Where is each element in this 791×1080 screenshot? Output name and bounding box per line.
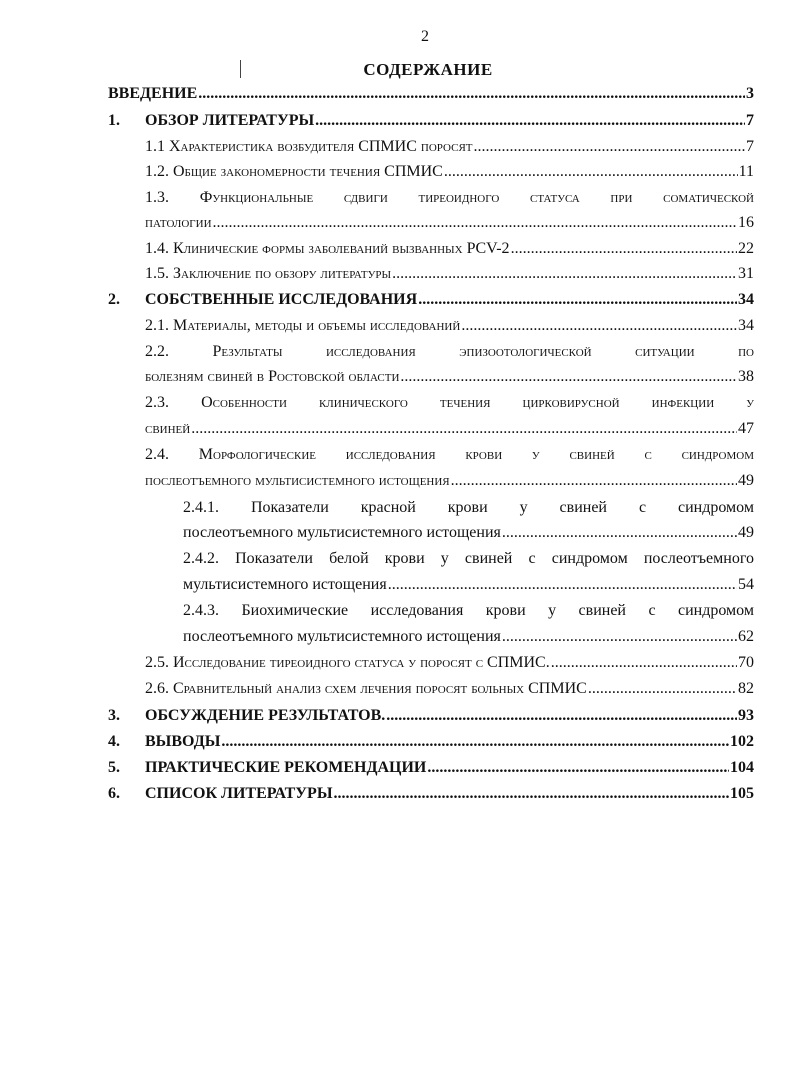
leader-dots [221, 730, 729, 754]
toc-label: послеотъемного мультисистемного истощения [145, 472, 450, 489]
section-number: 5. [108, 759, 120, 776]
section-number: 1. [108, 112, 120, 129]
page-number: 2 [421, 28, 429, 45]
toc-page: 16 [738, 214, 754, 231]
toc-label: мультисистемного истощения [183, 576, 387, 593]
toc-label: болезням свиней в Ростовской области [145, 368, 400, 385]
toc-entry-section-1[interactable] [145, 109, 754, 133]
toc-entry-2-4-2[interactable] [183, 573, 754, 597]
toc-page: 31 [738, 265, 754, 282]
toc-page: 105 [730, 785, 754, 802]
leader-dots [511, 237, 737, 261]
leader-dots [474, 135, 746, 159]
toc-entry-introduction[interactable] [108, 82, 754, 106]
toc-label: СПИСОК ЛИТЕРАТУРЫ [145, 785, 333, 802]
leader-dots [502, 625, 737, 649]
toc-page: 102 [730, 733, 754, 750]
toc-entry-2-1[interactable] [145, 314, 754, 338]
toc-label: свиней [145, 420, 191, 437]
leader-dots [388, 573, 737, 597]
section-number: 2. [108, 291, 120, 308]
toc-page: 49 [738, 524, 754, 541]
toc-entry-2-4-2-line1: 2.4.2. Показатели белой крови у свиней с синдромом послеотъемного [183, 550, 754, 567]
leader-dots [427, 756, 729, 780]
toc-page: 62 [738, 628, 754, 645]
leader-dots [418, 288, 737, 312]
leader-dots [191, 417, 737, 441]
leader-dots [198, 82, 745, 106]
toc-entry-2-4-line1: 2.4. Морфологические исследования крови у свиней с синдромом [145, 446, 754, 463]
toc-page: 3 [746, 85, 754, 102]
toc-label: ВЫВОДЫ [145, 733, 221, 750]
leader-dots [386, 704, 737, 728]
toc-label: 1.5. Заключение по обзору литературы [145, 265, 392, 282]
toc-entry-section-6[interactable] [145, 782, 754, 806]
leader-dots [444, 160, 738, 184]
toc-page: 47 [738, 420, 754, 437]
leader-dots [502, 521, 737, 545]
toc-entry-2-4-3-line1: 2.4.3. Биохимические исследования крови у свиней с синдромом [183, 602, 754, 619]
toc-page: 54 [738, 576, 754, 593]
toc-entry-2-4-1[interactable] [183, 521, 754, 545]
toc-label: 1.1 Характеристика возбудителя СПМИС поросят [145, 138, 473, 155]
toc-page: 93 [738, 707, 754, 724]
toc-label: ВВЕДЕНИЕ [108, 85, 198, 102]
toc-label: 2.1. Материалы, методы и объемы исследований [145, 317, 461, 334]
section-number: 4. [108, 733, 120, 750]
toc-label: 1.4. Клинические формы заболеваний вызванных PCV-2 [145, 240, 510, 257]
leader-dots [588, 677, 737, 701]
toc-entry-2-3[interactable] [145, 417, 754, 441]
toc-label: послеотъемного мультисистемного истощения [183, 628, 501, 645]
toc-entry-2-4[interactable] [145, 469, 754, 493]
toc-label: 2.5. Исследование тиреоидного статуса у поросят с СПМИС. [145, 654, 550, 671]
toc-entry-2-4-1-line1: 2.4.1. Показатели красной крови у свиней с синдромом [183, 499, 754, 516]
toc-entry-1-1[interactable] [145, 135, 754, 159]
toc-entry-1-5[interactable] [145, 262, 754, 286]
leader-dots [551, 651, 737, 675]
leader-dots [334, 782, 729, 806]
section-number: 6. [108, 785, 120, 802]
toc-entry-1-2[interactable] [145, 160, 754, 184]
leader-dots [400, 365, 737, 389]
toc-entry-2-3-line1: 2.3. Особенности клинического течения цирковирусной инфекции у [145, 394, 754, 411]
toc-page: 34 [738, 317, 754, 334]
toc-label: ПРАКТИЧЕСКИЕ РЕКОМЕНДАЦИИ [145, 759, 427, 776]
toc-entry-2-2-line1: 2.2. Результаты исследования эпизоотологической ситуации по [145, 343, 754, 360]
toc-page: 104 [730, 759, 754, 776]
toc-page: 11 [738, 163, 754, 180]
toc-page: 82 [738, 680, 754, 697]
toc-entry-1-3-line1: 1.3. Функциональные сдвиги тиреоидного статуса при соматической [145, 189, 754, 206]
toc-page: 49 [738, 472, 754, 489]
leader-dots [392, 262, 737, 286]
toc-title: СОДЕРЖАНИЕ [363, 60, 493, 79]
leader-dots [461, 314, 737, 338]
toc-entry-section-3[interactable] [145, 704, 754, 728]
toc-entry-section-4[interactable] [145, 730, 754, 754]
toc-page: 7 [746, 112, 754, 129]
toc-entry-2-6[interactable] [145, 677, 754, 701]
toc-label: СОБСТВЕННЫЕ ИССЛЕДОВАНИЯ [145, 291, 418, 308]
toc-page: 22 [738, 240, 754, 257]
toc-label: ОБСУЖДЕНИЕ РЕЗУЛЬТАТОВ. [145, 707, 386, 724]
toc-entry-1-4[interactable] [145, 237, 754, 261]
toc-page: 34 [738, 291, 754, 308]
toc-page: 70 [738, 654, 754, 671]
toc-page: 7 [746, 138, 754, 155]
toc-entry-2-2[interactable] [145, 365, 754, 389]
toc-entry-section-5[interactable] [145, 756, 754, 780]
leader-dots [315, 109, 745, 133]
toc-entry-2-5[interactable] [145, 651, 754, 675]
toc-entry-1-3[interactable] [145, 211, 754, 235]
toc-label: послеотъемного мультисистемного истощения [183, 524, 501, 541]
toc-label: патологии [145, 214, 212, 231]
toc-entry-section-2[interactable] [145, 288, 754, 312]
toc-label: 1.2. Общие закономерности течения СПМИС [145, 163, 443, 180]
toc-entry-2-4-3[interactable] [183, 625, 754, 649]
toc-page: 38 [738, 368, 754, 385]
section-number: 3. [108, 707, 120, 724]
toc-label: 2.6. Сравнительный анализ схем лечения поросят больных СПМИС [145, 680, 587, 697]
toc-label: ОБЗОР ЛИТЕРАТУРЫ [145, 112, 315, 129]
leader-dots [213, 211, 737, 235]
leader-dots [451, 469, 737, 493]
